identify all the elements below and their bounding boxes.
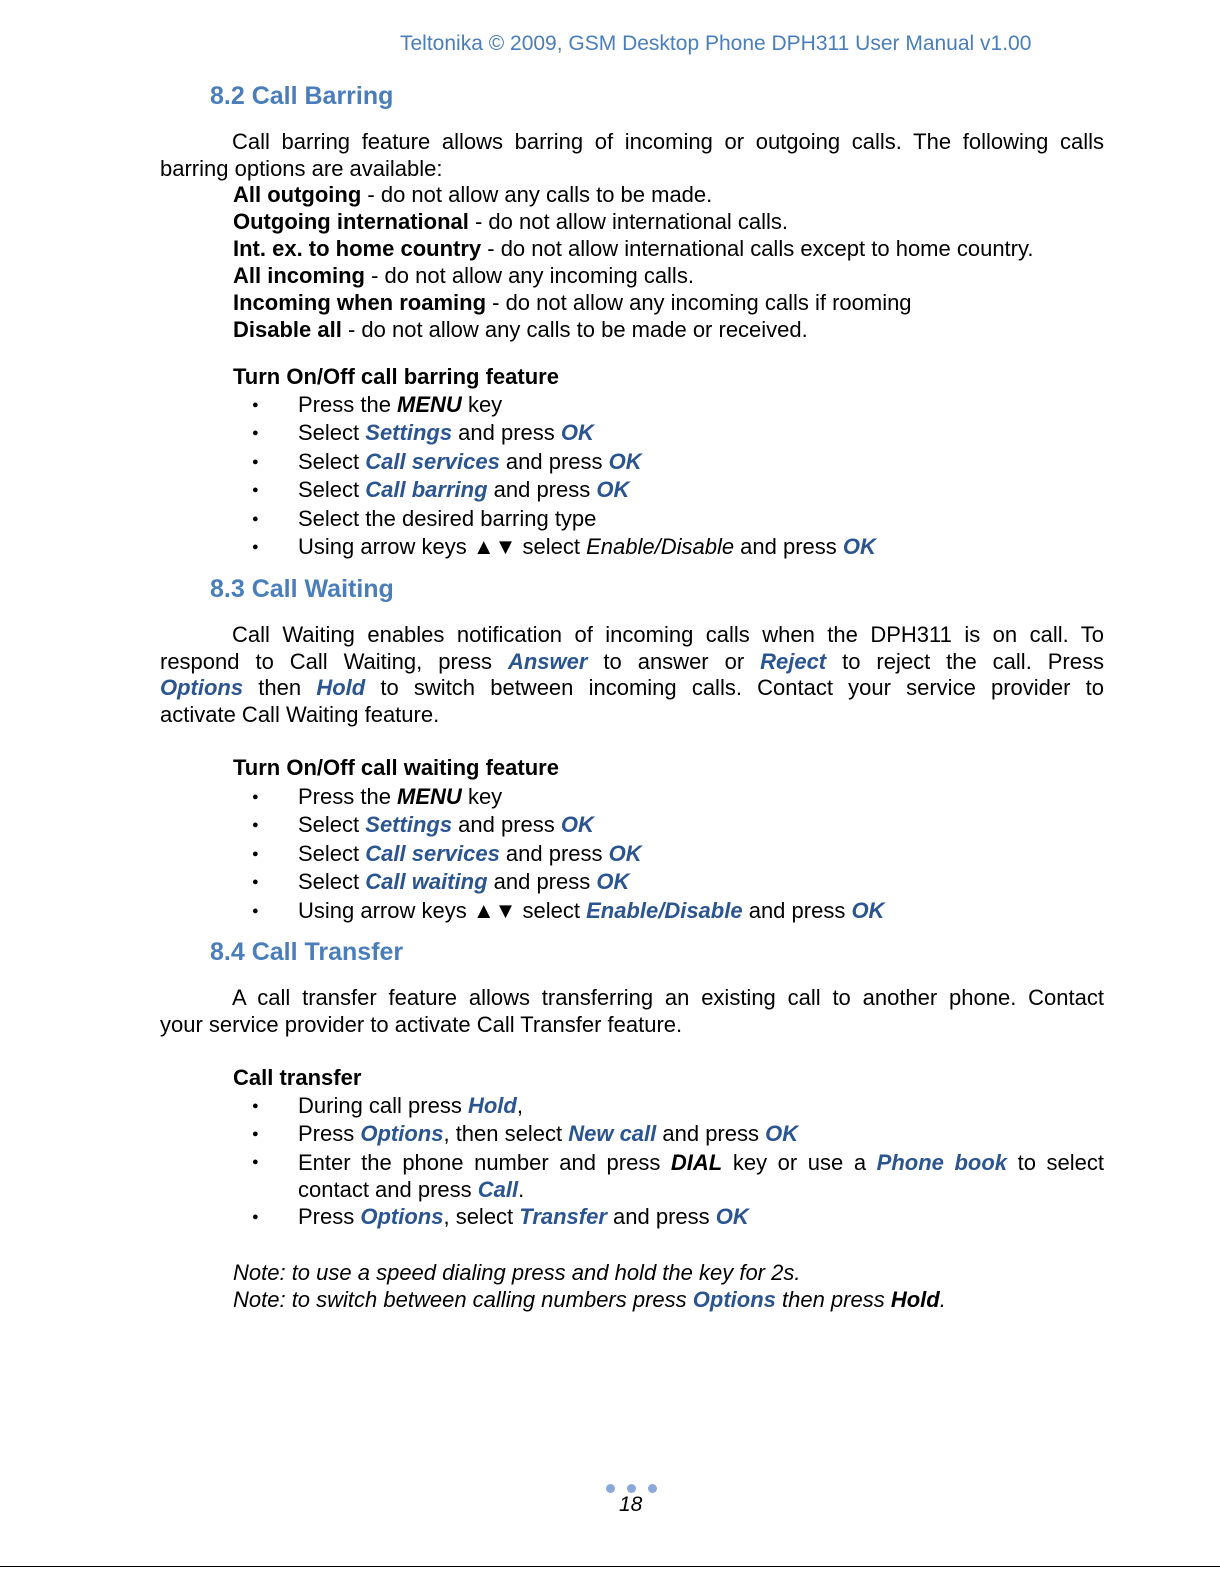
subheading-call-barring: Turn On/Off call barring feature: [233, 364, 559, 389]
dot-icon: [627, 1484, 636, 1493]
paragraph-line: Call Waiting enables notification of incoming calls when the DPH311 is on call. To: [232, 622, 1104, 647]
barring-option: Int. ex. to home country - do not allow international calls except to home country.: [233, 236, 1034, 261]
paragraph-line: respond to Call Waiting, press Answer to answer or Reject to reject the call. Press: [160, 648, 1104, 674]
list-item: ● Select Settings and press OK: [252, 419, 1104, 447]
call-transfer-steps: [252, 1092, 1104, 1231]
barring-option: Disable all - do not allow any calls to be made or received.: [233, 317, 808, 342]
list-item: ● Select Call waiting and press OK: [252, 868, 1104, 896]
paragraph-line: activate Call Waiting feature.: [160, 701, 440, 727]
page-number: 18: [619, 1493, 643, 1516]
list-item: ● Press the MENU key: [252, 783, 1104, 811]
page-header: Teltonika © 2009, GSM Desktop Phone DPH311 User Manual v1.00: [400, 32, 1032, 55]
list-item: ● Select the desired barring type: [252, 505, 1104, 533]
bottom-rule: [0, 1566, 1220, 1567]
note: Note: to use a speed dialing press and hold the key for 2s.: [233, 1260, 801, 1285]
call-barring-steps: [252, 391, 1104, 561]
call-transfer-paragraph: [160, 985, 1104, 1038]
barring-option: All incoming - do not allow any incoming calls.: [233, 263, 694, 288]
call-waiting-paragraph: [160, 622, 1104, 728]
barring-option: Incoming when roaming - do not allow any incoming calls if rooming: [233, 290, 912, 315]
list-item: ● Select Settings and press OK: [252, 811, 1104, 839]
dot-icon: [606, 1484, 615, 1493]
list-item: ● Select Call services and press OK: [252, 840, 1104, 868]
section-title-call-waiting: 8.3 Call Waiting: [210, 575, 394, 603]
call-waiting-steps: [252, 783, 1104, 925]
list-item: ● During call press Hold,: [252, 1092, 1104, 1120]
list-item: ● Enter the phone number and press DIAL key or use a Phone book to select contact and press Call.: [252, 1149, 1104, 1203]
intro-line: Call barring feature allows barring of incoming or outgoing calls. The following calls: [232, 129, 1104, 154]
list-item: ● Press Options, select Transfer and press OK: [252, 1203, 1104, 1231]
subheading-call-waiting: Turn On/Off call waiting feature: [233, 755, 559, 780]
subheading-call-transfer: Call transfer: [233, 1065, 362, 1090]
list-item: ● Using arrow keys ▲▼ select Enable/Disable and press OK: [252, 533, 1104, 561]
note: Note: to switch between calling numbers press Options then press Hold.: [233, 1287, 946, 1312]
notes: [233, 1259, 946, 1313]
barring-options: [233, 181, 1033, 343]
section-title-call-barring: 8.2 Call Barring: [210, 82, 394, 110]
paragraph-line: A call transfer feature allows transferring an existing call to another phone. Contact: [232, 985, 1104, 1010]
list-item: ● Using arrow keys ▲▼ select Enable/Disable and press OK: [252, 897, 1104, 925]
barring-option: All outgoing - do not allow any calls to be made.: [233, 182, 713, 207]
paragraph-line: Options then Hold to switch between incoming calls. Contact your service provider to: [160, 675, 1104, 700]
list-item: ● Press Options, then select New call and press OK: [252, 1120, 1104, 1148]
list-item: ● Press the MENU key: [252, 391, 1104, 419]
section-title-call-transfer: 8.4 Call Transfer: [210, 938, 404, 966]
list-item: ● Select Call services and press OK: [252, 448, 1104, 476]
list-item: ● Select Call barring and press OK: [252, 476, 1104, 504]
paragraph-line: your service provider to activate Call Transfer feature.: [160, 1011, 683, 1037]
barring-option: Outgoing international - do not allow international calls.: [233, 209, 789, 234]
call-barring-intro: [160, 129, 1104, 182]
intro-line: barring options are available:: [160, 155, 443, 181]
dot-icon: [648, 1484, 657, 1493]
